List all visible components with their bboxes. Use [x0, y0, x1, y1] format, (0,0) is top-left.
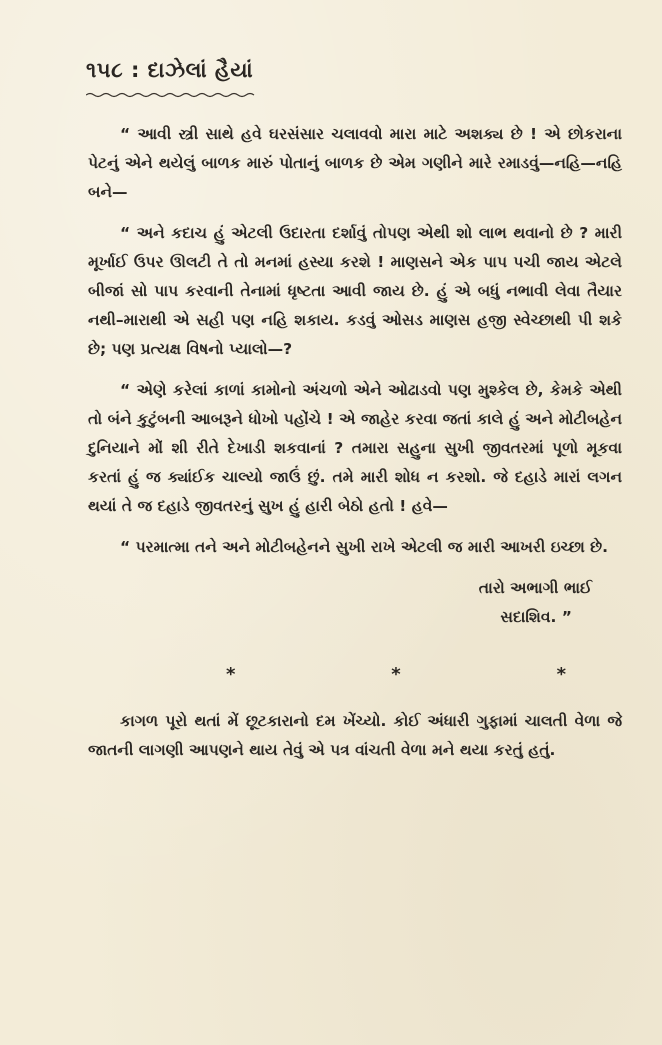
- separator-star: *: [391, 664, 401, 685]
- closing-paragraph: કાગળ પૂરો થતાં મેં છૂટકારાનો દમ ખેંચ્યો. કોઈ અંધારી ગુફામાં ચાલતી વેળા જે જાતની લાગણી આપણને થાય તેવું એ પત્ર વાંચતી વેળા મને થયા કરતું હતું.: [88, 712, 622, 759]
- section-separator: [226, 660, 566, 689]
- signoff-line-1: તારો અભાગી ભાઈ: [478, 579, 592, 597]
- page-header: ૧૫૮ : દાઝેલાં હૈયાં: [86, 58, 254, 82]
- letter-body: [88, 120, 622, 777]
- letter-signoff: [88, 574, 622, 632]
- separator-star: *: [556, 664, 566, 685]
- paragraph-4: “ પરમાત્મા તને અને મોટીબહેનને સુખી રાખે એટલી જ મારી આખરી ઇચ્છા છે.: [120, 538, 609, 556]
- paragraph-2: “ અને કદાચ હું એટલી ઉદારતા દર્શાવું તોપણ એથી શો લાભ થવાનો છે ? મારી મૂર્ખાઈ ઉપર ઊલટી તે તો મનમાં હસ્યા કરશે ! માણસને એક પાપ પચી જાય એટલે બીજાં સો પાપ કરવાની તેનામાં ધૃષ્ટતા આવી જાય છે. હું એ બધું નભાવી લેવા તૈયાર નથી–મારાથી એ સહી પણ નહિ શકાય. કડવું ઓસડ માણસ હજી સ્વેચ્છાથી પી શકે છે; પણ પ્રત્યક્ષ વિષનો પ્યાલો—?: [88, 224, 622, 358]
- header-wavy-rule: [86, 92, 256, 98]
- paragraph-1: “ આવી સ્ત્રી સાથે હવે ઘરસંસાર ચલાવવો મારા માટે અશક્ય છે ! એ છોકરાના પેટનું એને થયેલું બાળક મારું પોતાનું બાળક છે એમ ગણીને મારે રમાડવું—નહિ—નહિ બને—: [88, 125, 622, 201]
- separator-star: *: [226, 664, 236, 685]
- signoff-line-2: સદાશિવ. ”: [500, 608, 572, 626]
- paragraph-3: “ એણે કરેલાં કાળાં કામોનો અંચળો એને ઓઢાડવો પણ મુશ્કેલ છે, કેમકે એથી તો બંને કુટુંબની આબરૂને ધોખો પહોંચે ! એ જાહેર કરવા જતાં કાલે હું અને મોટીબહેન દુનિયાને મોં શી રીતે દેખાડી શકવાનાં ? તમારા સહુના સુખી જીવતરમાં પૂળો મૂકવા કરતાં હું જ ક્યાંઈક ચાલ્યો જાઉં છું. તમે મારી શોધ ન કરશો. જે દહાડે મારાં લગન થયાં તે જ દહાડે જીવતરનું સુખ હું હારી બેઠો હતો ! હવે—: [88, 381, 622, 515]
